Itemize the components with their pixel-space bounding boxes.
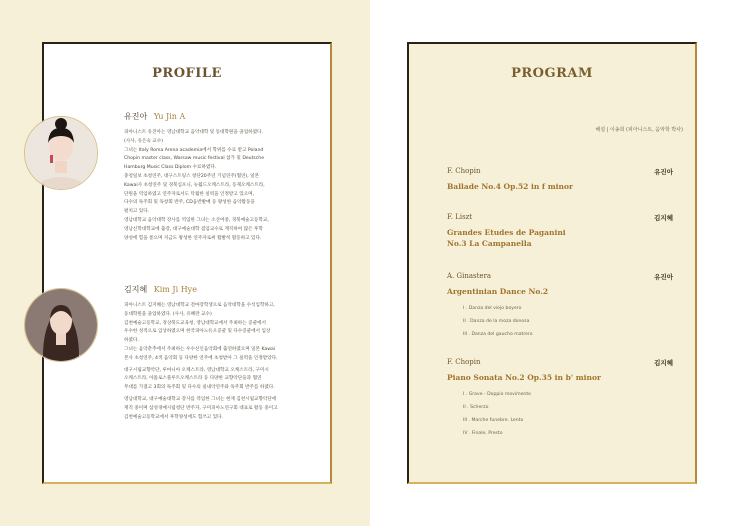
movement-item: III . Danza del gaucho matrero bbox=[463, 332, 533, 337]
work-title-line: Ballade No.4 Op.52 in f minor bbox=[447, 182, 573, 191]
performer: 김지혜 bbox=[654, 359, 673, 367]
movement-item: II . Scherzo bbox=[463, 405, 489, 410]
program-piece bbox=[447, 213, 673, 249]
yu-name-ko: 유진아 bbox=[124, 112, 148, 121]
bio-line: 양성에 힘을 쏟으며 지금도 왕성한 연주자로써 활발히 활동하고 있다. bbox=[124, 235, 262, 241]
bio-line: 그녀는 Italy Roma Arena academia에서 학위를 수료 받고 Poland bbox=[124, 147, 264, 153]
kim-bio-paragraph bbox=[124, 367, 324, 393]
bio-line: Chopin master class, Warsaw music festival 참가 및 Deutsche bbox=[124, 156, 265, 162]
program-panel bbox=[407, 42, 697, 484]
work-title bbox=[447, 181, 673, 192]
work-title-line: No.3 La Campanella bbox=[447, 239, 532, 248]
program-title: PROGRAM bbox=[511, 66, 593, 81]
performer: 김지혜 bbox=[654, 214, 673, 222]
bio-line: 영남신학대학교에 출강, 대구예술대학 겸임교수로 재직하여 많은 후학 bbox=[124, 226, 263, 232]
bio-line: Hamburg Music Class Diplom 수료하였다. bbox=[124, 165, 217, 171]
composer: F. Chopin bbox=[447, 358, 481, 366]
bio-line: 김천예술고등학교, 경상북도교육청, 영남대학교에서 주최하는 콩쿨에서 bbox=[124, 320, 266, 326]
bio-line: (사사, 유은숙 교수) bbox=[124, 138, 164, 144]
kim-name-ko: 김지혜 bbox=[124, 285, 148, 294]
yu-name-en: Yu Jin A bbox=[153, 112, 186, 121]
bio-line: 우수한 성적으로 입상하였으며 한국피아노듀오콩쿨 및 다수콩쿨에서 입상 bbox=[124, 329, 271, 335]
movement-item: I . Grave - Doppio movimento bbox=[463, 392, 531, 397]
bio-line: 그녀는 음악춘추에서 주최하는 우수신인음악회에 출연하였으며 일본 Kawai bbox=[124, 346, 276, 352]
program-piece bbox=[447, 167, 673, 192]
bio-line: 단원을 역임하였고 연주자로서도 탁월한 실력을 인정받고 있으며, bbox=[124, 191, 255, 197]
work-title bbox=[447, 372, 673, 383]
kim-ji-hye-name bbox=[124, 284, 197, 295]
composer: A. Ginastera bbox=[447, 272, 492, 280]
yu-jin-a-bio bbox=[124, 129, 324, 246]
bio-line: 오케스트라, 아틀로스플루트오케스트라 등 다양한 교향악단들과 협연 bbox=[124, 376, 262, 382]
bio-line: 펼치고 있다. bbox=[124, 209, 150, 215]
bio-line: 김천예술고등학교에서 후학양성에도 힘쓰고 있다. bbox=[124, 414, 224, 420]
commentary-credit: 해설 | 이송희 (피아니스트, 음악학 박사) bbox=[595, 127, 683, 133]
work-title bbox=[447, 227, 673, 249]
bio-line: 피아니스트 유진아는 영남대학교 음악대학 및 동대학원을 졸업하였다. bbox=[124, 130, 263, 135]
program-piece bbox=[447, 358, 673, 440]
performer: 유진아 bbox=[654, 273, 673, 281]
bio-line: 재직 중이며 삼성경매시립청단 반주자, 구미피아노연구회 대표로 활동 중이고 bbox=[124, 405, 278, 411]
bio-line: Kawai사 초청연주 및 경북심포니, 뉴월드오케스트라, 동제오케스트라, bbox=[124, 182, 265, 188]
movement-item: III . Marche funebre. Lento bbox=[463, 418, 524, 423]
bio-line: 영남대학교, 대구예술대학교 강사를 역임한 그녀는 현재 김천시립교향악단에 bbox=[124, 396, 277, 402]
bio-line: 무대를 가졌고 3회의 독주회 및 다수의 실내악연주와 독주회 반주를 하였다. bbox=[124, 385, 275, 391]
bio-line: 동대학원을 졸업하였다. (사사, 유혜란 교수) bbox=[124, 311, 212, 317]
performer: 유진아 bbox=[654, 168, 673, 176]
work-title-line: Piano Sonata No.2 Op.35 in b' minor bbox=[447, 373, 601, 382]
kim-ji-hye-photo bbox=[24, 288, 98, 362]
bio-line: 하였다. bbox=[124, 338, 139, 344]
kim-bio-paragraph bbox=[124, 302, 324, 364]
work-title-line: Argentinian Dance No.2 bbox=[447, 287, 549, 296]
yu-jin-a-photo bbox=[24, 116, 98, 190]
composer: F. Chopin bbox=[447, 167, 481, 175]
yu-jin-a-name bbox=[124, 111, 185, 122]
bio-line: 충청일보 초청연주, 대구스트링스 창단20주년 기념연주(협연), 일본 bbox=[124, 173, 260, 179]
movement-item: II . Danza de la moza donosa bbox=[463, 319, 530, 324]
bio-line: 피아니스트 김지혜는 영남대학교 전마장학생으로 음악대학을 수석입학하고, bbox=[124, 303, 275, 308]
profile-title: PROFILE bbox=[152, 66, 222, 81]
profile-panel bbox=[42, 42, 332, 484]
composer: F. Liszt bbox=[447, 213, 473, 221]
program-piece bbox=[447, 272, 673, 341]
kim-bio-paragraph bbox=[124, 396, 324, 422]
bio-line: 대구시립교향악단, 루마니아 오케스트라, 영남대학교 오케스트라, 구미시 bbox=[124, 367, 269, 373]
program-page bbox=[370, 0, 740, 526]
movement-item: I . Danza del viejo boyero bbox=[463, 306, 522, 311]
bio-line: 다수의 독주회 및 독창회 반주, CD음반발매 등 왕성한 음악활동을 bbox=[124, 200, 255, 206]
movement-list bbox=[447, 388, 673, 440]
movement-item: IV . Finale, Presto bbox=[463, 431, 503, 436]
work-title-line: Grandes Etudes de Paganini bbox=[447, 228, 566, 237]
kim-ji-hye-bio bbox=[124, 302, 324, 425]
bio-line: 본사 초청연주, 4색 음악회 등 다양한 연주에 초청받아 그 실력을 인정받았다. bbox=[124, 355, 278, 361]
yu-bio-paragraph bbox=[124, 129, 324, 243]
kim-name-en: Kim Ji Hye bbox=[153, 285, 197, 294]
movement-list bbox=[447, 302, 673, 341]
bio-line: 영남대학교 음악대학 강사를 역임한 그녀는 소산여중, 경북예술고등학교, bbox=[124, 217, 269, 223]
work-title bbox=[447, 286, 673, 297]
